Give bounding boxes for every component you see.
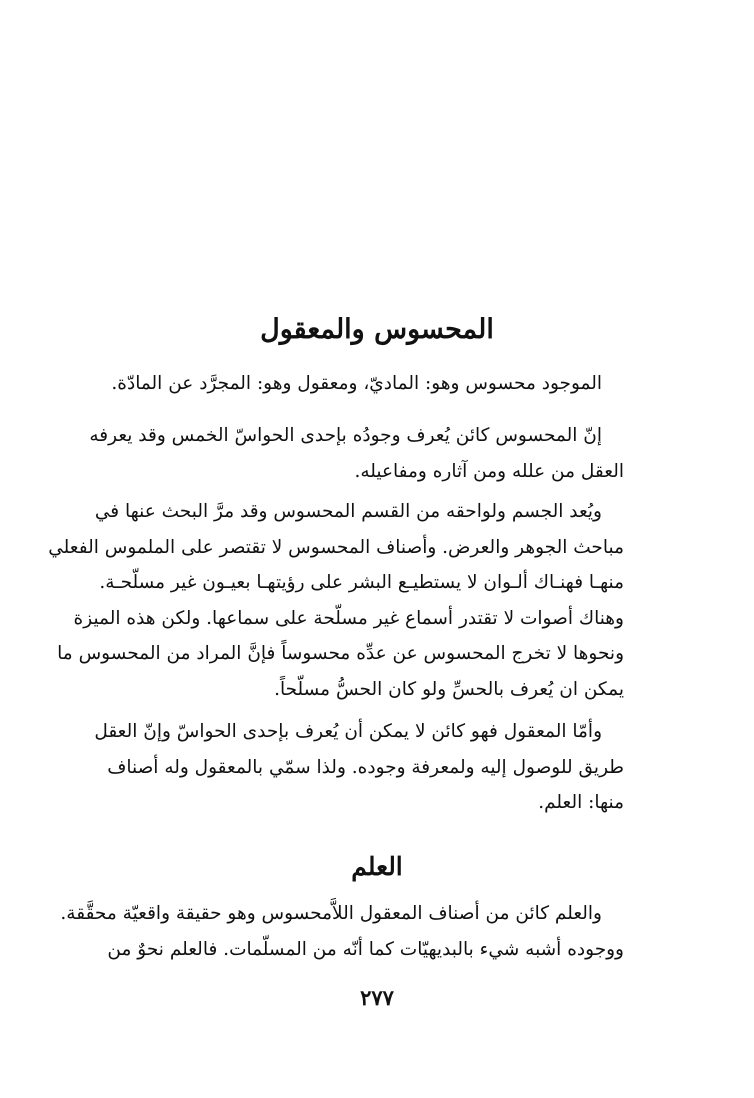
text-line: يمكن ان يُعرف بالحسِّ ولو كان الحسُّ مسلّحاً. [274, 678, 624, 700]
paragraph-knowledge [60, 896, 624, 967]
text-line: إنّ المحسوس كائن يُعرف وجودُه بإحدى الحواسّ الخمس وقد يعرفه [89, 425, 602, 446]
paragraph-body-types [48, 494, 624, 707]
paragraph-definition [111, 366, 624, 402]
subsection-heading: العلم [351, 852, 403, 881]
text-line: وهناك أصوات لا تقتدر أسماع غير مسلّحة على سماعها. ولكن هذه الميزة [73, 607, 624, 629]
text-line: العقل من علله ومن آثاره ومفاعيله. [354, 460, 624, 482]
text-line: ونحوها لا تخرج المحسوس عن عدِّه محسوساً فإنَّ المراد من المحسوس ما [57, 643, 624, 664]
text-line: منها: العلم. [538, 792, 624, 813]
paragraph-intelligible [94, 714, 624, 821]
paragraph-sensible [89, 418, 624, 489]
text-line: الموجود محسوس وهو: الماديّ، ومعقول وهو: المجرَّد عن المادّة. [111, 373, 602, 394]
text-line: ووجوده أشبه شيء بالبديهيّات كما أنّه من المسلّمات. فالعلم نحوٌ من [107, 938, 624, 960]
text-line: مباحث الجوهر والعرض. وأصناف المحسوس لا تقتصر على الملموس الفعلي [48, 536, 624, 558]
text-line: ويُعد الجسم ولواحقه من القسم المحسوس وقد مرَّ البحث عنها في [94, 501, 602, 522]
page-number: ٢٧٧ [360, 985, 394, 1010]
section-heading: المحسوس والمعقول [260, 314, 494, 345]
text-line: والعلم كائن من أصناف المعقول اللاَّمحسوس وهو حقيقة واقعيّة محقَّقة. [60, 903, 602, 924]
text-line: طريق للوصول إليه ولمعرفة وجوده. ولذا سمّي بالمعقول وله أصناف [107, 756, 624, 778]
text-line: وأمّا المعقول فهو كائن لا يمكن أن يُعرف بإحدى الحواسّ وإنّ العقل [94, 721, 602, 742]
text-line: منهـا فهنـاك ألـوان لا يستطيـع البشر على رؤيتهـا بعيـون غير مسلّحـة. [99, 572, 624, 593]
